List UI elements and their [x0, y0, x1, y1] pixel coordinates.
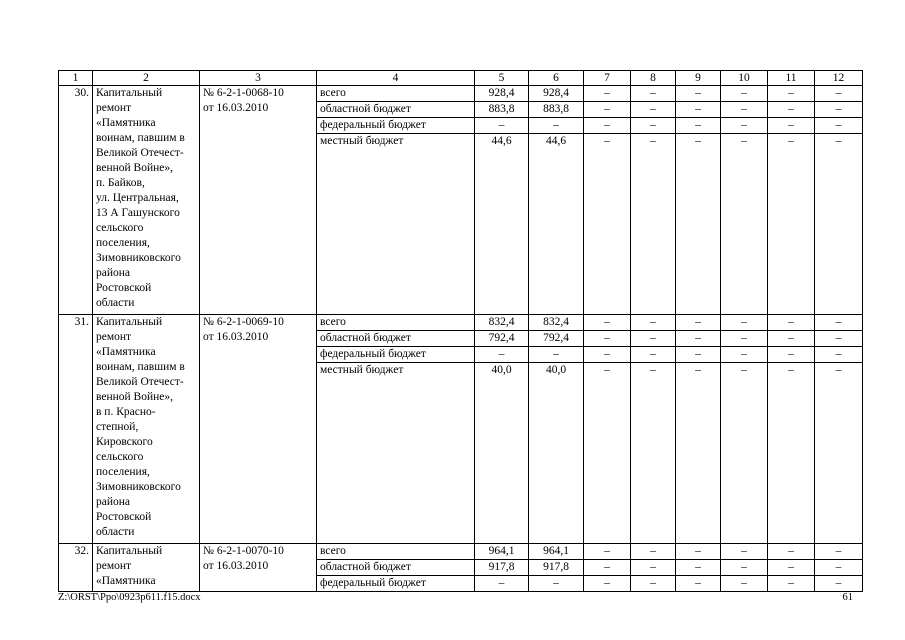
col-header: 3	[200, 71, 317, 86]
value-col-8: –	[631, 363, 676, 544]
description-line: сельского	[96, 451, 144, 463]
col-header: 9	[676, 71, 721, 86]
value-col-10: –	[721, 315, 768, 331]
value-col-9: –	[676, 363, 721, 544]
value-col-8: –	[631, 102, 676, 118]
table-body	[59, 71, 863, 592]
description-line: воинам, павшим в	[96, 132, 185, 144]
col-header: 11	[768, 71, 815, 86]
description-line: поселения,	[96, 237, 150, 249]
value-col-10: –	[721, 86, 768, 102]
value-col-9: –	[676, 347, 721, 363]
row-number: 30.	[59, 86, 93, 315]
value-col-7: –	[584, 544, 631, 560]
value-col-9: –	[676, 331, 721, 347]
object-description	[93, 544, 200, 592]
value-col-8: –	[631, 544, 676, 560]
value-col-11: –	[768, 363, 815, 544]
value-col-10: –	[721, 118, 768, 134]
value-col-6: 44,6	[529, 134, 584, 315]
value-col-8: –	[631, 315, 676, 331]
value-col-12: –	[815, 576, 863, 592]
description-line: «Памятника	[96, 117, 156, 129]
col-header: 1	[59, 71, 93, 86]
col-header: 4	[317, 71, 475, 86]
value-col-6: 964,1	[529, 544, 584, 560]
value-col-6: –	[529, 576, 584, 592]
value-col-12: –	[815, 544, 863, 560]
description-line: Ростовской	[96, 511, 152, 523]
description-line: Ростовской	[96, 282, 152, 294]
description-line: области	[96, 526, 135, 538]
value-col-5: 964,1	[475, 544, 529, 560]
col-header: 7	[584, 71, 631, 86]
funding-source: федеральный бюджет	[317, 118, 475, 134]
value-col-5: –	[475, 347, 529, 363]
value-col-12: –	[815, 363, 863, 544]
description-line: области	[96, 297, 135, 309]
col-header: 10	[721, 71, 768, 86]
value-col-5: –	[475, 118, 529, 134]
value-col-6: 40,0	[529, 363, 584, 544]
description-line: поселения,	[96, 466, 150, 478]
value-col-7: –	[584, 118, 631, 134]
description-line: Капитальный	[96, 316, 163, 328]
funding-source: федеральный бюджет	[317, 576, 475, 592]
value-col-5: –	[475, 576, 529, 592]
value-col-6: 917,8	[529, 560, 584, 576]
description-line: «Памятника	[96, 575, 156, 587]
document-reference	[200, 544, 317, 592]
description-line: Кировского	[96, 436, 153, 448]
description-line: ул. Центральная,	[96, 192, 179, 204]
value-col-7: –	[584, 315, 631, 331]
description-line: «Памятника	[96, 346, 156, 358]
col-header: 12	[815, 71, 863, 86]
value-col-9: –	[676, 560, 721, 576]
col-header: 8	[631, 71, 676, 86]
description-line: Зимовниковского	[96, 252, 181, 264]
document-number: № 6-2-1-0068-10	[203, 87, 284, 99]
value-col-8: –	[631, 118, 676, 134]
value-col-8: –	[631, 576, 676, 592]
description-line: сельского	[96, 222, 144, 234]
funding-source: областной бюджет	[317, 102, 475, 118]
description-line: ремонт	[96, 102, 132, 114]
description-line: ремонт	[96, 331, 132, 343]
description-line: района	[96, 267, 131, 279]
col-header: 6	[529, 71, 584, 86]
value-col-9: –	[676, 134, 721, 315]
description-line: Капитальный	[96, 87, 163, 99]
value-col-12: –	[815, 331, 863, 347]
col-header: 5	[475, 71, 529, 86]
value-col-10: –	[721, 560, 768, 576]
description-line: района	[96, 496, 131, 508]
funding-source: федеральный бюджет	[317, 347, 475, 363]
value-col-12: –	[815, 560, 863, 576]
document-date: от 16.03.2010	[203, 560, 269, 572]
description-line: венной Войне»,	[96, 162, 174, 174]
funding-source: всего	[317, 544, 475, 560]
value-col-7: –	[584, 102, 631, 118]
value-col-6: 928,4	[529, 86, 584, 102]
row-number: 31.	[59, 315, 93, 544]
description-line: Зимовниковского	[96, 481, 181, 493]
table-row	[59, 544, 863, 560]
document-reference	[200, 315, 317, 544]
funding-source: областной бюджет	[317, 560, 475, 576]
description-line: ремонт	[96, 560, 132, 572]
value-col-11: –	[768, 315, 815, 331]
value-col-11: –	[768, 118, 815, 134]
funding-source: всего	[317, 86, 475, 102]
value-col-12: –	[815, 315, 863, 331]
value-col-12: –	[815, 102, 863, 118]
value-col-5: 883,8	[475, 102, 529, 118]
value-col-5: 832,4	[475, 315, 529, 331]
funding-source: областной бюджет	[317, 331, 475, 347]
value-col-10: –	[721, 576, 768, 592]
value-col-11: –	[768, 576, 815, 592]
object-description	[93, 315, 200, 544]
value-col-6: 792,4	[529, 331, 584, 347]
value-col-8: –	[631, 134, 676, 315]
budget-table	[58, 70, 863, 592]
value-col-7: –	[584, 331, 631, 347]
funding-source: всего	[317, 315, 475, 331]
description-line: степной,	[96, 421, 139, 433]
value-col-5: 928,4	[475, 86, 529, 102]
object-description	[93, 86, 200, 315]
value-col-9: –	[676, 118, 721, 134]
value-col-10: –	[721, 347, 768, 363]
value-col-10: –	[721, 134, 768, 315]
table-row	[59, 315, 863, 331]
value-col-11: –	[768, 86, 815, 102]
funding-source: местный бюджет	[317, 363, 475, 544]
value-col-6: –	[529, 347, 584, 363]
value-col-5: 44,6	[475, 134, 529, 315]
value-col-10: –	[721, 102, 768, 118]
header-row	[59, 71, 863, 86]
description-line: 13 А Гашунского	[96, 207, 180, 219]
value-col-8: –	[631, 86, 676, 102]
value-col-9: –	[676, 544, 721, 560]
value-col-10: –	[721, 331, 768, 347]
value-col-11: –	[768, 347, 815, 363]
value-col-7: –	[584, 134, 631, 315]
value-col-10: –	[721, 544, 768, 560]
document-date: от 16.03.2010	[203, 102, 269, 114]
description-line: Капитальный	[96, 545, 163, 557]
value-col-12: –	[815, 86, 863, 102]
description-line: Великой Отечест-	[96, 376, 184, 388]
value-col-12: –	[815, 118, 863, 134]
value-col-9: –	[676, 315, 721, 331]
value-col-7: –	[584, 560, 631, 576]
description-line: воинам, павшим в	[96, 361, 185, 373]
value-col-7: –	[584, 86, 631, 102]
value-col-7: –	[584, 347, 631, 363]
value-col-10: –	[721, 363, 768, 544]
footer-page-number: 61	[842, 592, 853, 603]
description-line: венной Войне»,	[96, 391, 174, 403]
value-col-9: –	[676, 576, 721, 592]
value-col-6: 883,8	[529, 102, 584, 118]
value-col-11: –	[768, 102, 815, 118]
value-col-5: 917,8	[475, 560, 529, 576]
document-number: № 6-2-1-0070-10	[203, 545, 284, 557]
row-number: 32.	[59, 544, 93, 592]
value-col-11: –	[768, 134, 815, 315]
value-col-6: 832,4	[529, 315, 584, 331]
description-line: в п. Красно-	[96, 406, 156, 418]
value-col-5: 40,0	[475, 363, 529, 544]
funding-source: местный бюджет	[317, 134, 475, 315]
footer-file-path: Z:\ORST\Ppo\0923p611.f15.docx	[58, 592, 201, 603]
value-col-9: –	[676, 86, 721, 102]
description-line: п. Байков,	[96, 177, 145, 189]
col-header: 2	[93, 71, 200, 86]
value-col-9: –	[676, 102, 721, 118]
value-col-5: 792,4	[475, 331, 529, 347]
value-col-11: –	[768, 544, 815, 560]
value-col-11: –	[768, 331, 815, 347]
document-date: от 16.03.2010	[203, 331, 269, 343]
value-col-8: –	[631, 560, 676, 576]
value-col-8: –	[631, 347, 676, 363]
document-number: № 6-2-1-0069-10	[203, 316, 284, 328]
table-row	[59, 86, 863, 102]
document-reference	[200, 86, 317, 315]
value-col-8: –	[631, 331, 676, 347]
value-col-12: –	[815, 134, 863, 315]
value-col-7: –	[584, 363, 631, 544]
value-col-6: –	[529, 118, 584, 134]
value-col-12: –	[815, 347, 863, 363]
value-col-11: –	[768, 560, 815, 576]
description-line: Великой Отечест-	[96, 147, 184, 159]
value-col-7: –	[584, 576, 631, 592]
